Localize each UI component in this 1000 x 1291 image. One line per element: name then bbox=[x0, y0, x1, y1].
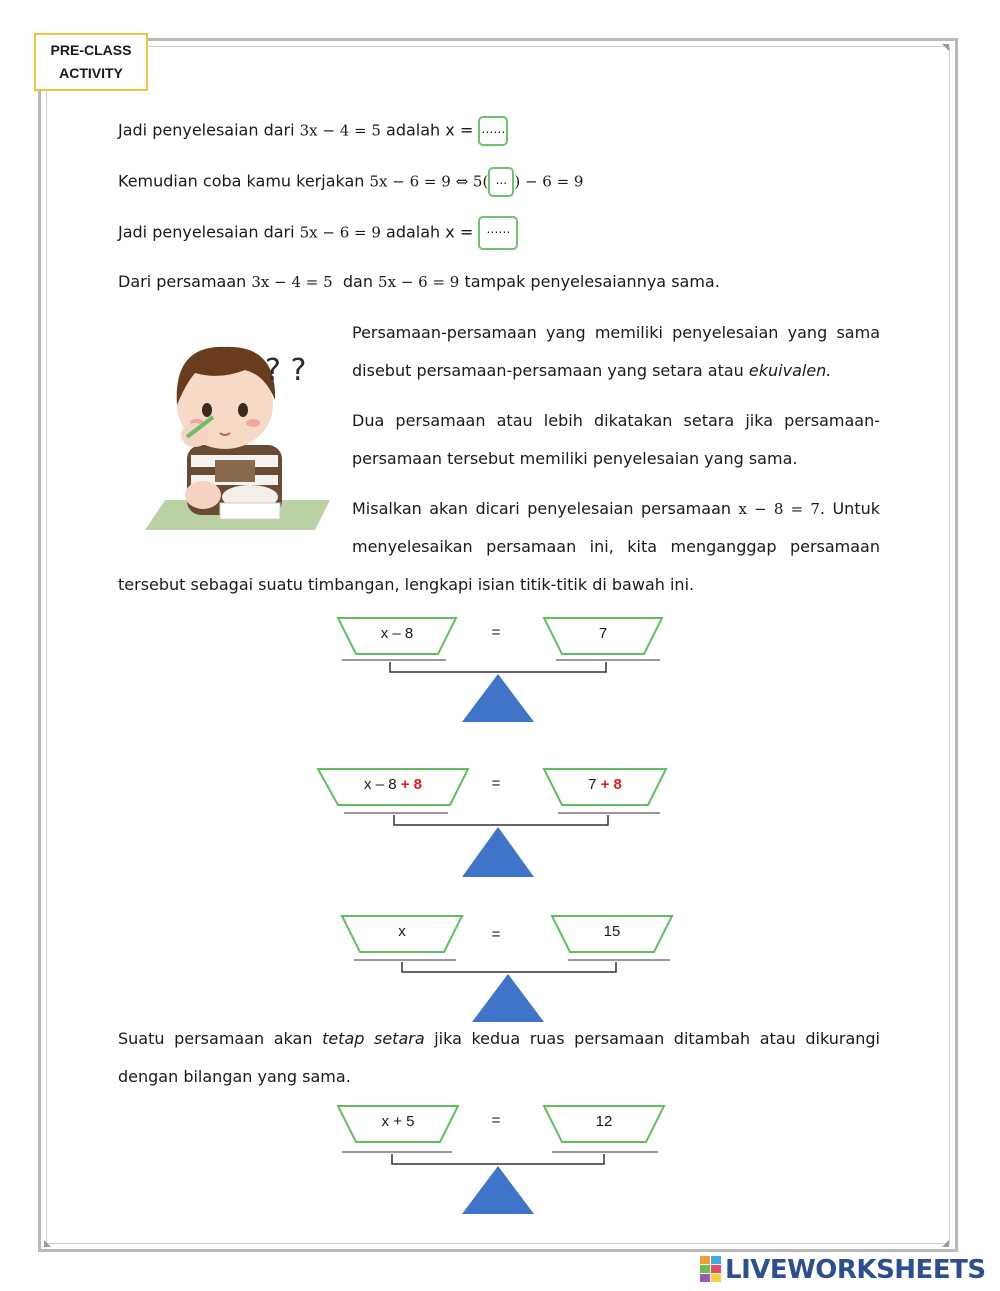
question-line-2: Kemudian coba kamu kerjakan 5x − 6 = 9 ⇔ 5( ... ) − 6 = 9 bbox=[118, 167, 583, 197]
pre-class-tag bbox=[34, 33, 148, 91]
equals-sign: = bbox=[491, 1112, 501, 1129]
example-paragraph-end: tersebut sebagai suatu timbangan, lengkapi isian titik-titik di bawah ini. bbox=[118, 575, 695, 594]
answer-box-2[interactable]: ... bbox=[488, 167, 514, 197]
answer-box-1[interactable]: …… bbox=[478, 116, 508, 146]
left-pan: x – 8 bbox=[380, 625, 414, 642]
corner-mark bbox=[942, 44, 949, 51]
right-pan: 12 bbox=[595, 1113, 613, 1130]
logo-icon bbox=[700, 1256, 722, 1282]
left-pan: x + 5 bbox=[381, 1113, 415, 1130]
tag-line-1: PRE-CLASS bbox=[50, 42, 132, 58]
balance-scale-1 bbox=[330, 616, 730, 736]
corner-mark bbox=[44, 1240, 51, 1247]
rule-paragraph-end: dengan bilangan yang sama. bbox=[118, 1067, 351, 1086]
balance-scale-3 bbox=[340, 914, 740, 1034]
balance-scale-4 bbox=[336, 1104, 736, 1224]
rule-paragraph: Suatu persamaan akan tetap setara jika kedua ruas persamaan ditambah atau dikurangi bbox=[118, 1029, 880, 1048]
question-line-3: Jadi penyelesaian dari 5x − 6 = 9 adalah x = …… bbox=[118, 216, 518, 250]
right-pan: 7 + 8 bbox=[588, 776, 622, 793]
answer-box-3[interactable]: …… bbox=[478, 216, 518, 250]
thinking-kid-illustration bbox=[125, 325, 330, 535]
statement-line: Dari persamaan 3x − 4 = 5 dan 5x − 6 = 9 tampak penyelesaiannya sama. bbox=[118, 272, 720, 291]
equals-sign: = bbox=[491, 775, 501, 792]
equivalence-paragraph: Dua persamaan atau lebih dikatakan setara jika persamaan- persamaan tersebut memiliki penyelesaian yang sama. bbox=[352, 411, 880, 468]
corner-mark bbox=[942, 1240, 949, 1247]
equals-sign: = bbox=[491, 926, 501, 943]
right-pan: 7 bbox=[598, 625, 608, 642]
liveworksheets-logo[interactable]: LIVEWORKSHEETS bbox=[700, 1253, 986, 1287]
balance-scale-2 bbox=[316, 767, 716, 887]
tag-line-2: ACTIVITY bbox=[59, 65, 123, 81]
left-pan: x – 8 + 8 bbox=[364, 776, 422, 793]
left-pan: x bbox=[398, 923, 406, 940]
right-pan: 15 bbox=[603, 923, 621, 940]
question-marks: ? ? bbox=[265, 353, 307, 388]
equals-sign: = bbox=[491, 624, 501, 641]
question-line-1: Jadi penyelesaian dari 3x − 4 = 5 adalah x = …… bbox=[118, 116, 508, 146]
definition-paragraph: Persamaan-persamaan yang memiliki penyelesaian yang sama disebut persamaan-persamaan yang setara atau ekuivalen. bbox=[352, 323, 880, 380]
example-paragraph: Misalkan akan dicari penyelesaian persamaan x − 8 = 7. Untuk menyelesaikan persamaan ini, kita menganggap persamaan bbox=[352, 499, 880, 556]
